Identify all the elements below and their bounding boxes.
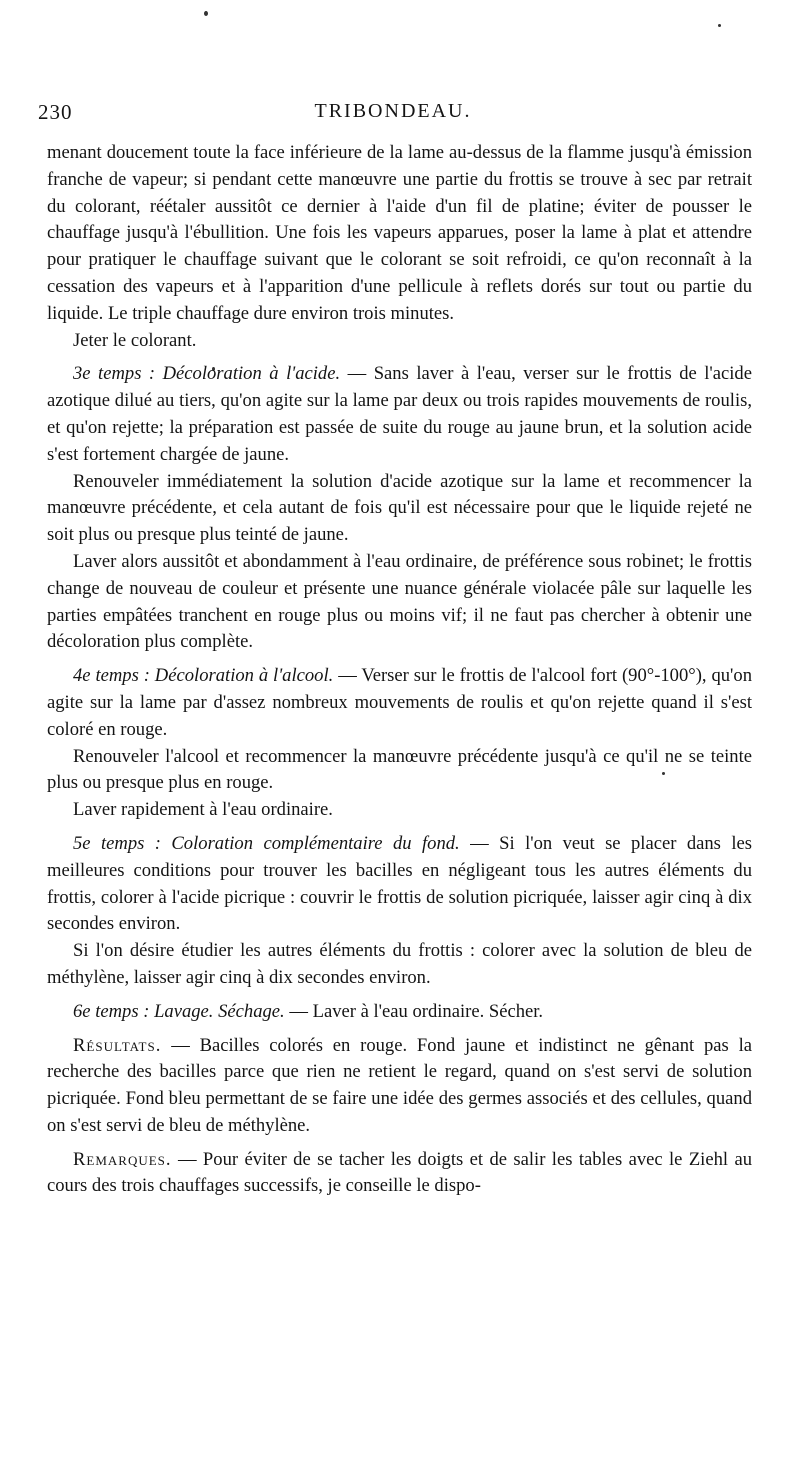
page-header bbox=[38, 100, 748, 130]
step-5-text: — Si l'on veut se placer dans les meilleures conditions pour trouver les bacilles en négligeant tous les autres éléments du frottis, colorer à l'acide picrique : couvrir le frottis de solution picriquée, laisser agir cinq à dix secondes environ. bbox=[47, 832, 752, 935]
results-paragraph bbox=[47, 1033, 752, 1140]
paragraph-renew-alcohol: Renouveler l'alcool et recommencer la manœuvre précédente jusqu'à ce qu'il ne se teinte plus ou presque plus en rouge. bbox=[47, 745, 752, 794]
remarks-text: — Pour éviter de se tacher les doigts et de salir les tables avec le Ziehl au cours des trois chauffages successifs, je conseille le dispo- bbox=[47, 1148, 752, 1197]
remarks-paragraph bbox=[47, 1147, 752, 1201]
paragraph-quick-wash: Laver rapidement à l'eau ordinaire. bbox=[73, 799, 333, 821]
step-5-paragraph bbox=[47, 831, 752, 938]
results-label: Résultats. bbox=[73, 1034, 162, 1056]
step-3-paragraph bbox=[47, 361, 752, 468]
results-text: — Bacilles colorés en rouge. Fond jaune et indistinct ne gênant pas la recherche des bacilles parce que rien ne retient le regard, quand on s'est servi de solution picriquée. Fond bleu permettant de se faire une idée des germes associés et des cellules, quand on s'est servi de bleu de méthylène. bbox=[47, 1034, 752, 1136]
step-4-label: 4e temps : Décoloration à l'alcool. bbox=[73, 665, 334, 687]
step-4-paragraph bbox=[47, 663, 752, 743]
paragraph-renew-acid: Renouveler immédiatement la solution d'acide azotique sur la lame et recommencer la manœuvre précédente, et cela autant de fois qu'il est nécessaire pour que le liquide rejeté ne soit plus ou presque plus teinté de jaune. bbox=[47, 470, 752, 546]
remarks-label: Remarques. bbox=[73, 1148, 172, 1170]
paragraph-continued: menant doucement toute la face inférieure de la lame au-dessus de la flamme jusqu'à émission franche de vapeur; si pendant cette manœuvre une partie du frottis se trouve à sec par retrait du colorant, réétaler aussitôt ce dernier à l'aide d'un fil de platine; éviter de pousser le chauffage jusqu'à l'ébullition. Une fois les vapeurs apparues, poser la lame à plat et attendre pour pratiquer le chauffage suivant que le colorant se soit refroidi, ce qu'on reconnaît à la cessation des vapeurs et à l'apparition d'une pellicule à reflets dorés sur tout ou partie du liquide. Le triple chauffage dure environ trois minutes. bbox=[47, 142, 752, 324]
running-title: TRIBONDEAU. bbox=[314, 100, 472, 122]
paragraph-wash-water: Laver alors aussitôt et abondamment à l'eau ordinaire, de préférence sous robinet; le frottis change de nouveau de couleur et présente une nuance générale violacée pâle sur laquelle les parties empâtées tranchent en rouge plus ou moins vif; il ne faut pas chercher à obtenir une décoloration plus complète. bbox=[47, 550, 752, 653]
step-4-text: — Verser sur le frottis de l'alcool fort (90°-100°), qu'on agite sur la lame par d'assez nombreux mouvements de roulis et qu'on rejette quand il s'est coloré en rouge. bbox=[47, 665, 752, 740]
dust-speck bbox=[204, 11, 208, 16]
body-text bbox=[47, 140, 752, 1200]
paragraph-discard-stain: Jeter le colorant. bbox=[73, 329, 197, 351]
step-3-text: — Sans laver à l'eau, verser sur le frottis de l'acide azotique dilué au tiers, qu'on agite sur la lame par deux ou trois rapides mouvements de roulis, et qu'on rejette; la préparation est passée de suite du rouge au jaune brun, et la solution acide s'est fortement chargée de jaune. bbox=[47, 363, 752, 465]
step-6-label: 6e temps : Lavage. Séchage. bbox=[73, 1000, 285, 1022]
page-number: 230 bbox=[38, 100, 73, 124]
step-5-label: 5e temps : Coloration complémentaire du fond. bbox=[73, 832, 460, 854]
dust-speck bbox=[718, 24, 721, 27]
paragraph-methylene-blue: Si l'on désire étudier les autres éléments du frottis : colorer avec la solution de bleu de méthylène, laisser agir cinq à dix secondes environ. bbox=[47, 940, 752, 988]
step-3-label: 3e temps : Décoloration à l'acide. bbox=[73, 363, 341, 385]
step-6-text: — Laver à l'eau ordinaire. Sécher. bbox=[284, 1000, 544, 1022]
step-6-paragraph bbox=[47, 999, 752, 1026]
